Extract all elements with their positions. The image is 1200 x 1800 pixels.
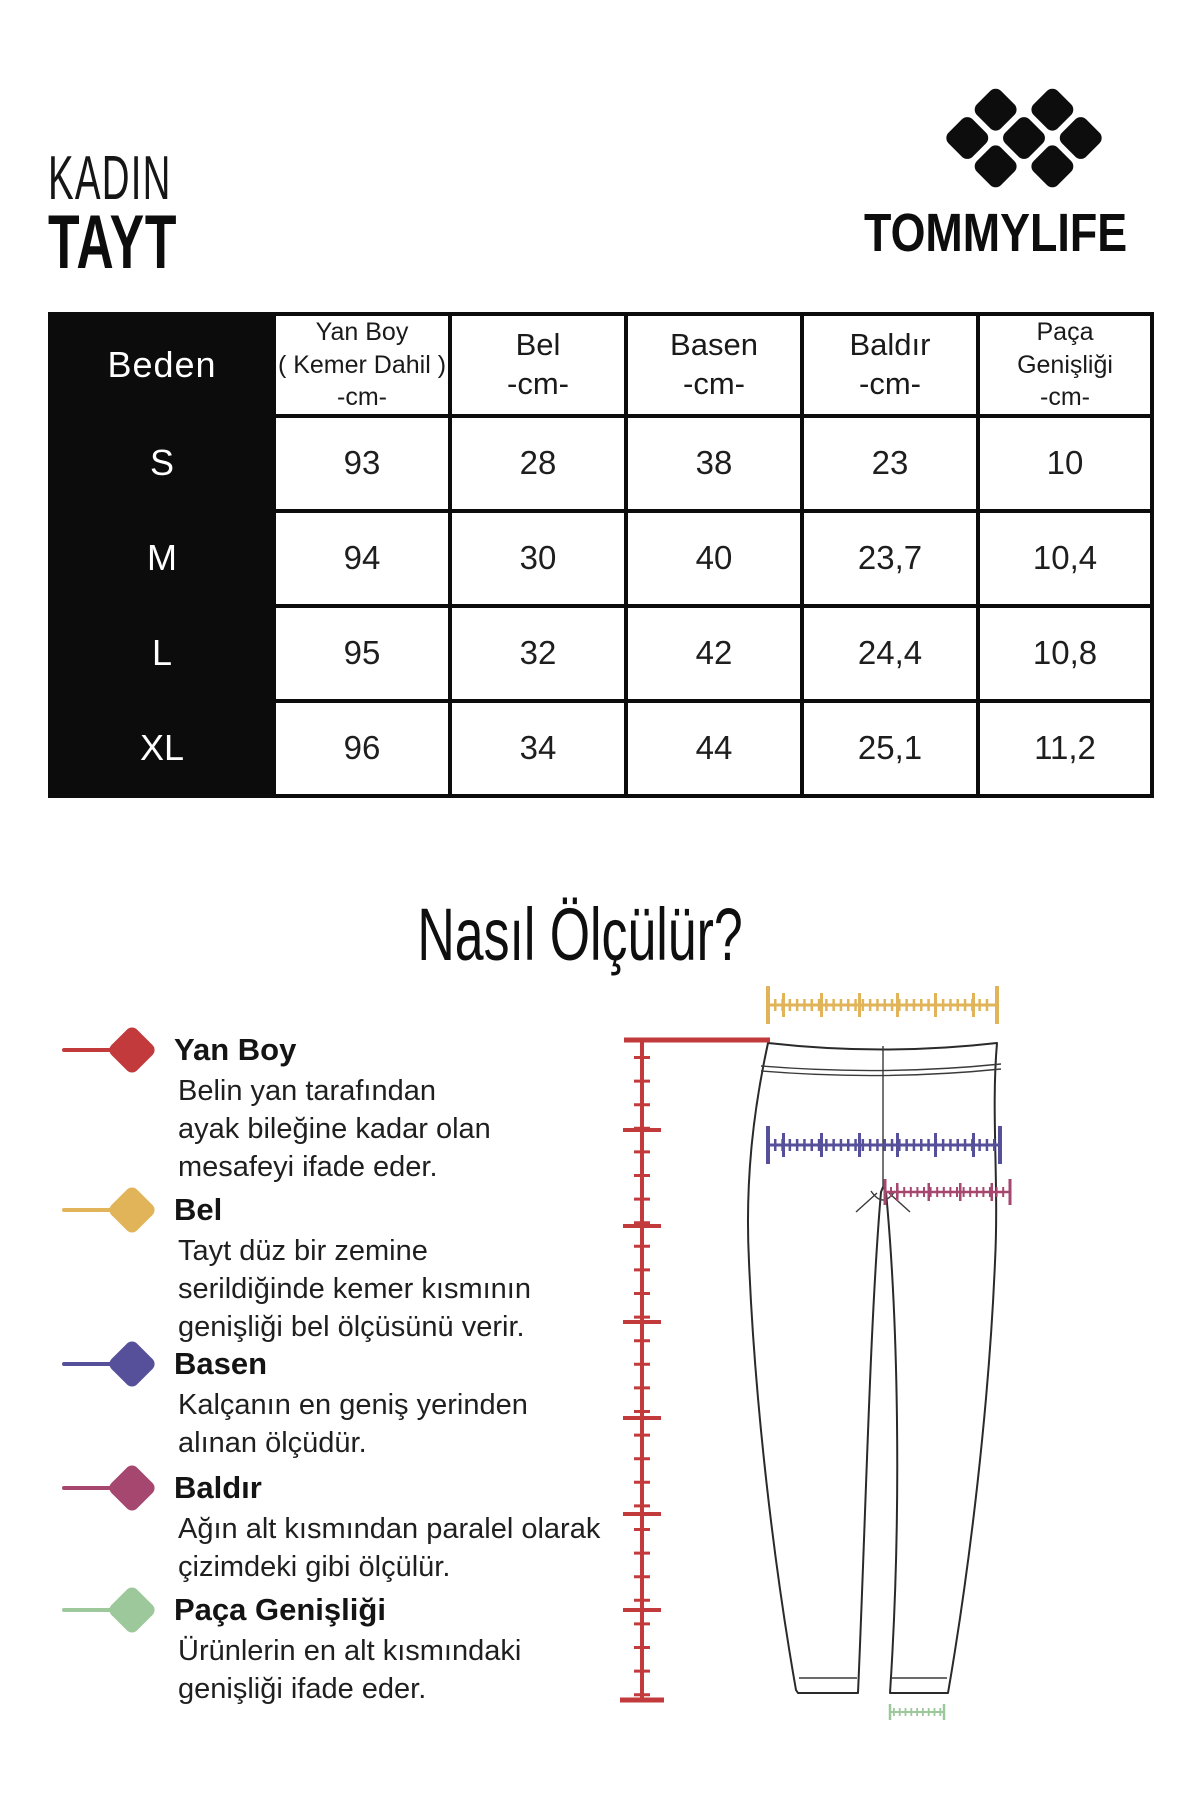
how-to-measure-title: Nasıl Ölçülür? [417, 893, 743, 976]
cell-value: 44 [626, 701, 802, 796]
category-title: KADIN [48, 144, 172, 213]
table-row-s [50, 416, 1152, 511]
cell-value: 96 [274, 701, 450, 796]
cell-value: 38 [626, 416, 802, 511]
legend-item-baldir [62, 1466, 601, 1586]
legend-description-line: mesafeyi ifade eder. [178, 1151, 438, 1183]
cell-value: 10,8 [978, 606, 1152, 701]
paca-genisligi-ruler [890, 1704, 944, 1720]
size-table-header-row [50, 314, 1152, 416]
table-row-l [50, 606, 1152, 701]
legend-item-basen [62, 1342, 532, 1462]
legend-description-line: alınan ölçüdür. [178, 1427, 367, 1459]
tommylife-diamonds-logo-icon [938, 86, 1110, 190]
size-label-xl: XL [50, 701, 274, 796]
table-row-m [50, 511, 1152, 606]
column-header-paca-genisligi [978, 314, 1152, 416]
table-row-xl [50, 701, 1152, 796]
column-header-yan-boy [274, 314, 450, 416]
column-header-bel [450, 314, 626, 416]
column-title: Yan Boy [315, 318, 409, 346]
cell-value: 32 [450, 606, 626, 701]
column-unit: -cm- [1040, 383, 1090, 411]
column-header-beden: Beden [50, 314, 274, 416]
leggings-outline [748, 1043, 997, 1693]
legend-description-line: Kalçanın en geniş yerinden [178, 1389, 528, 1421]
size-table [48, 312, 1154, 798]
cell-value: 25,1 [802, 701, 978, 796]
size-label-m: M [50, 511, 274, 606]
diamond-icon [107, 1185, 158, 1236]
leggings-measure-diagram [540, 860, 1060, 1740]
diamond-icon [107, 1025, 158, 1076]
cell-value: 30 [450, 511, 626, 606]
legend-description-line: genişliği bel ölçüsünü verir. [178, 1311, 525, 1343]
column-unit: -cm- [859, 365, 921, 401]
legend-description-line: ayak bileğine kadar olan [178, 1113, 491, 1145]
baldir-diamond-icon [62, 1466, 158, 1510]
legend-label: Paça Genişliği [174, 1592, 386, 1627]
column-subtitle: ( Kemer Dahil ) [277, 350, 447, 379]
column-title: Bel [515, 327, 561, 362]
column-unit: -cm- [683, 365, 745, 401]
yan-boy-diamond-icon [62, 1028, 158, 1072]
cell-value: 40 [626, 511, 802, 606]
legend-label: Yan Boy [174, 1032, 297, 1067]
legend-label: Baldır [174, 1470, 262, 1505]
legend-description-line: Ürünlerin en alt kısmındaki [178, 1635, 522, 1667]
bel-ruler [768, 986, 997, 1024]
legend-description-line: Tayt düz bir zemine [178, 1235, 428, 1267]
legend-label: Bel [174, 1192, 223, 1227]
legend-item-bel [62, 1188, 532, 1346]
cell-value: 95 [274, 606, 450, 701]
column-title: Basen [670, 327, 758, 362]
basen-diamond-icon [62, 1342, 158, 1386]
cell-value: 10 [978, 416, 1152, 511]
diamond-icon [107, 1463, 158, 1514]
cell-value: 24,4 [802, 606, 978, 701]
size-label-l: L [50, 606, 274, 701]
bel-diamond-icon [62, 1188, 158, 1232]
brand-wordmark: TOMMYLIFE [864, 203, 1128, 263]
cell-value: 10,4 [978, 511, 1152, 606]
column-title: Paça [1036, 318, 1094, 346]
product-type-title: TAYT [48, 200, 178, 285]
legend-description-line: Belin yan tarafından [178, 1075, 436, 1107]
paca-diamond-icon [62, 1588, 158, 1632]
cell-value: 34 [450, 701, 626, 796]
diamond-icon [107, 1339, 158, 1390]
cell-value: 23 [802, 416, 978, 511]
cell-value: 94 [274, 511, 450, 606]
cell-value: 42 [626, 606, 802, 701]
column-header-basen [626, 314, 802, 416]
column-header-baldir [802, 314, 978, 416]
legend-description-line: serildiğinde kemer kısmının [178, 1273, 531, 1305]
legend-label: Basen [174, 1346, 268, 1381]
size-label-s: S [50, 416, 274, 511]
column-subtitle: Genişliği [1017, 350, 1113, 379]
cell-value: 93 [274, 416, 450, 511]
cell-value: 11,2 [978, 701, 1152, 796]
legend-description-line: çizimdeki gibi ölçülür. [178, 1551, 451, 1583]
column-unit: -cm- [337, 383, 387, 411]
cell-value: 28 [450, 416, 626, 511]
legend-item-yan-boy [62, 1028, 532, 1186]
legend-description-line: genişliği ifade eder. [178, 1673, 427, 1705]
cell-value: 23,7 [802, 511, 978, 606]
column-unit: -cm- [507, 365, 569, 401]
column-title: Baldır [849, 327, 931, 362]
legend-description-line: Ağın alt kısmından paralel olarak [178, 1513, 601, 1545]
yan-boy-ruler [620, 1040, 770, 1700]
diamond-icon [107, 1585, 158, 1636]
legend-item-paca-genisligi [62, 1588, 532, 1708]
